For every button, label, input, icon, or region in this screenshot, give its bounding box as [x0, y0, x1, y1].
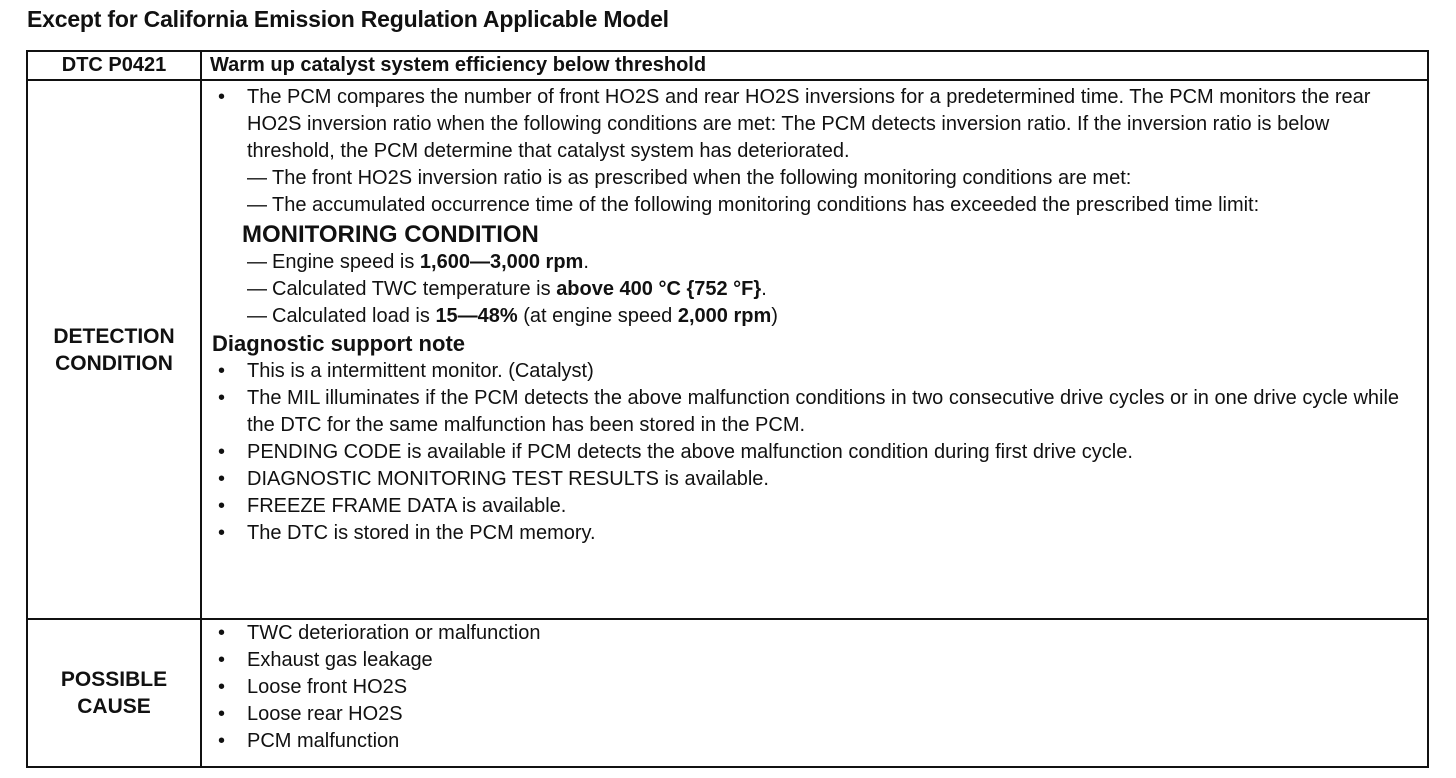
bullet-icon: • [218, 676, 226, 698]
engine-speed-condition [272, 249, 1419, 276]
possible-cause-item: TWC deterioration or malfunction [247, 622, 541, 644]
intro-dash-text: The accumulated occurrence time of the following monitoring conditions has exceeded the prescribed time limit: [272, 194, 1260, 216]
engine-speed-suffix: . [583, 251, 589, 273]
possible-cause-item: Loose front HO2S [247, 676, 408, 698]
list-item [212, 192, 1419, 219]
possible-cause-label-line2: CAUSE [77, 695, 151, 718]
load-value: 15—48% [435, 305, 518, 327]
list-item [212, 84, 1419, 165]
list-item [212, 701, 1419, 728]
diagnostic-note: FREEZE FRAME DATA is available. [247, 495, 567, 517]
dtc-description: Warm up catalyst system efficiency below threshold [210, 54, 707, 76]
diagnostic-note: This is a intermittent monitor. (Catalyst) [247, 360, 594, 382]
detection-condition-content [202, 81, 1427, 620]
intro-dash-text: The front HO2S inversion ratio is as prescribed when the following monitoring conditions are met: [272, 167, 1132, 189]
bullet-icon: • [218, 468, 226, 490]
dash-icon: — [247, 167, 267, 189]
dash-icon: — [247, 194, 267, 216]
list-item [212, 674, 1419, 701]
list-item [212, 439, 1419, 466]
load-prefix: Calculated load is [272, 305, 436, 327]
twc-prefix: Calculated TWC temperature is [272, 278, 557, 300]
list-item [212, 385, 1419, 439]
detection-condition-label-line1: DETECTION [53, 324, 175, 348]
possible-cause-item: Exhaust gas leakage [247, 649, 433, 671]
diagnostic-note: The DTC is stored in the PCM memory. [247, 522, 596, 544]
twc-value: above 400 °C {752 °F} [556, 278, 762, 300]
dtc-description-cell [202, 52, 1427, 81]
bullet-icon: • [218, 360, 226, 382]
dtc-code: DTC P0421 [61, 54, 167, 76]
list-item [212, 520, 1419, 547]
load-suffix: ) [771, 305, 778, 327]
list-item [212, 249, 1419, 276]
possible-cause-content [202, 620, 1427, 766]
load-rpm: 2,000 rpm [677, 305, 772, 327]
bullet-icon: • [218, 649, 226, 671]
detection-intro-text: The PCM compares the number of front HO2S and rear HO2S inversions for a predetermined time. The PCM monitors the rear HO2S inversion ratio when the following conditions are met: The PCM detects inversion ratio. If the inversion ratio is below threshold, the PCM determine that catalyst system has deteriorated. [247, 86, 1371, 162]
list-item [212, 728, 1419, 755]
dtc-code-cell [28, 52, 202, 81]
diagnostic-support-heading: Diagnostic support note [212, 331, 465, 356]
diagnostic-note: The MIL illuminates if the PCM detects the above malfunction conditions in two consecutive drive cycles or in one drive cycle while the DTC for the same malfunction has been stored in the PCM. [247, 387, 1400, 436]
bullet-icon: • [218, 86, 226, 108]
list-item [212, 165, 1419, 192]
bullet-icon: • [218, 622, 226, 644]
twc-temperature-condition [272, 276, 1419, 303]
list-item [212, 647, 1419, 674]
page-title: Except for California Emission Regulation Applicable Model [27, 6, 669, 32]
possible-cause-label-line1: POSSIBLE [60, 668, 168, 691]
bullet-icon: • [218, 703, 226, 725]
dash-icon: — [247, 305, 267, 327]
list-item [212, 466, 1419, 493]
list-item [212, 493, 1419, 520]
engine-speed-value: 1,600—3,000 rpm [419, 251, 584, 273]
list-item [212, 303, 1419, 330]
possible-cause-item: Loose rear HO2S [247, 703, 403, 725]
detection-condition-label-cell [28, 81, 202, 620]
calculated-load-condition [272, 303, 1419, 330]
twc-suffix: . [761, 278, 767, 300]
bullet-icon: • [218, 522, 226, 544]
load-middle: (at engine speed [517, 305, 678, 327]
dash-icon: — [247, 278, 267, 300]
list-item [212, 620, 1419, 647]
dtc-table [26, 50, 1429, 768]
possible-cause-label-cell [28, 620, 202, 766]
diagnostic-note: PENDING CODE is available if PCM detects the above malfunction condition during first drive cycle. [247, 441, 1133, 463]
list-item [212, 276, 1419, 303]
dash-icon: — [247, 251, 267, 273]
diagnostic-note: DIAGNOSTIC MONITORING TEST RESULTS is available. [247, 468, 769, 490]
possible-cause-item: PCM malfunction [247, 730, 400, 752]
monitoring-condition-heading: MONITORING CONDITION [242, 221, 539, 248]
bullet-icon: • [218, 495, 226, 517]
bullet-icon: • [218, 387, 226, 409]
bullet-icon: • [218, 730, 226, 752]
bullet-icon: • [218, 441, 226, 463]
engine-speed-prefix: Engine speed is [272, 251, 420, 273]
detection-condition-label-line2: CONDITION [55, 351, 173, 375]
list-item [212, 358, 1419, 385]
